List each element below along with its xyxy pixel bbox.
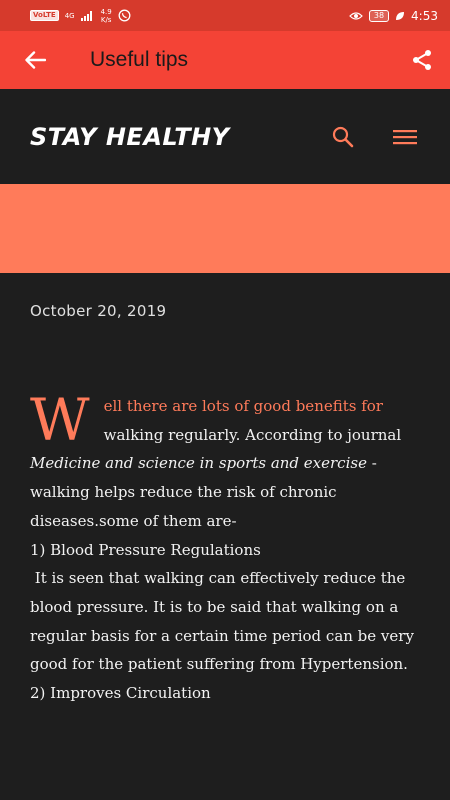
battery-icon: 38 — [369, 10, 389, 22]
header-banner — [0, 184, 450, 273]
menu-button[interactable] — [385, 117, 425, 157]
intro-text-1: walking regularly. According to journal — [103, 425, 402, 444]
journal-name: Medicine and science in sports and exercise — [30, 454, 367, 473]
search-icon — [331, 125, 355, 149]
intro-paragraph — [30, 386, 425, 536]
post-date: October 20, 2019 — [30, 302, 167, 320]
share-icon — [410, 48, 434, 72]
post-body — [30, 386, 425, 708]
status-left — [30, 8, 131, 24]
clock: 4:53 — [411, 8, 438, 23]
share-button[interactable] — [394, 31, 450, 89]
back-button[interactable] — [0, 31, 70, 89]
post-content — [30, 273, 425, 708]
network-speed — [101, 8, 112, 24]
app-bar-title: Useful tips — [90, 48, 189, 71]
intro-text-2: - walking helps reduce the risk of chronic diseases.some of them are- — [30, 454, 377, 530]
signal-icon — [81, 11, 95, 21]
network-type: 4G — [64, 11, 75, 20]
whatsapp-icon — [118, 9, 131, 22]
app-bar — [0, 31, 450, 89]
arrow-back-icon — [24, 51, 46, 69]
drop-cap: W — [30, 386, 90, 454]
speed-unit: K/s — [100, 15, 112, 24]
point-1-body: It is seen that walking can effectively reduce the blood pressure. It is to be said that walking on a regular basis for a certain time period can be very good for the patient suffering from Hypertension. — [30, 569, 419, 674]
status-right — [349, 9, 438, 23]
hamburger-menu-icon — [393, 128, 417, 146]
volte-icon: VoLTE — [30, 10, 59, 21]
eye-icon — [349, 11, 363, 21]
point-1-heading: 1) Blood Pressure Regulations — [30, 540, 261, 559]
search-button[interactable] — [323, 117, 363, 157]
intro-highlight: ell there are lots of good benefits for — [103, 397, 383, 415]
status-bar — [0, 0, 450, 31]
point-2-heading: 2) Improves Circulation — [30, 684, 211, 703]
speed-value: 4.9 — [100, 7, 112, 16]
blog-header — [0, 89, 450, 184]
blog-title[interactable]: STAY HEALTHY — [30, 122, 230, 151]
leaf-icon — [395, 11, 405, 21]
